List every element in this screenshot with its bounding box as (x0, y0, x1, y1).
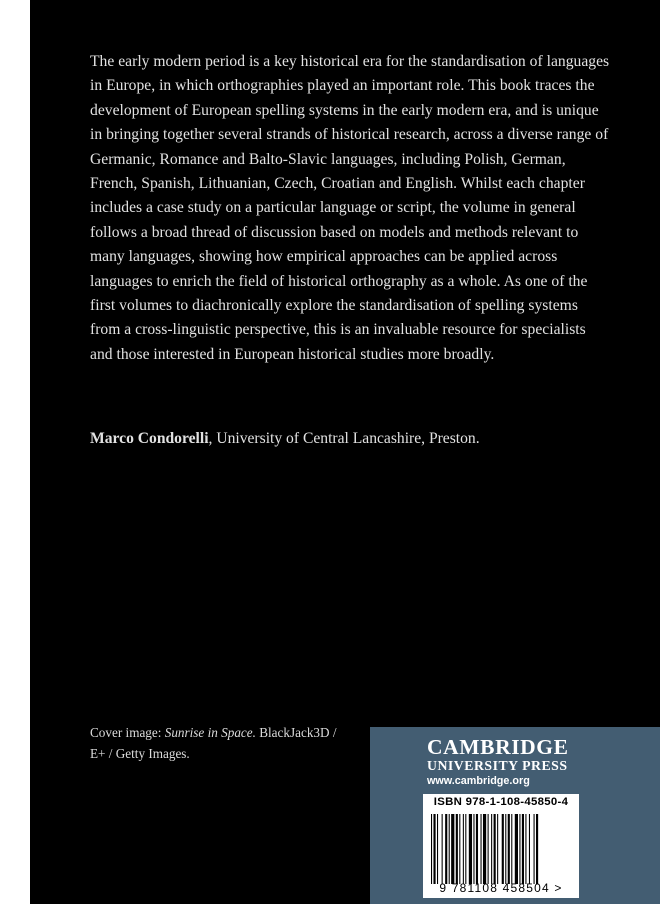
editor-affiliation: , University of Central Lancashire, Preston. (208, 430, 480, 447)
publisher-url: www.cambridge.org (427, 775, 530, 787)
publisher-press: UNIVERSITY PRESS (427, 758, 568, 773)
isbn-barcode (423, 794, 579, 898)
back-cover (30, 0, 660, 904)
cover-image-credit (90, 722, 350, 764)
book-description: The early modern period is a key historical era for the standardisation of languages in Europe, in which orthographies played an important role. This book traces the development of European spelling systems in the early modern era, and is unique in bringing together several strands of historical research, across a diverse range of Germanic, Romance and Balto-Slavic languages, including Polish, German, French, Spanish, Lithuanian, Czech, Croatian and English. Whilst each chapter includes a case study on a particular language or script, the volume in general follows a broad thread of discussion based on models and methods relevant to many languages, showing how empirical approaches can be applied across languages to enrich the field of historical orthography as a whole. As one of the first volumes to diachronically explore the standardisation of spelling systems from a cross-linguistic perspective, this is an invaluable resource for specialists and those interested in European historical studies more broadly. (90, 53, 610, 363)
isbn-label: ISBN 978-1-108-45850-4 (433, 796, 569, 808)
publisher-panel (370, 727, 660, 904)
credit-title: Sunrise in Space. (164, 725, 256, 740)
credit-suffix: BlackJack3D / E+ / Getty Images. (90, 725, 337, 761)
editor-name: Marco Condorelli (90, 430, 209, 447)
barcode-icon (431, 814, 581, 884)
credit-prefix: Cover image: (90, 725, 165, 740)
editor-credit (90, 427, 610, 451)
barcode-digits: 9 781108 458504 > (439, 881, 563, 895)
publisher-name: CAMBRIDGE (427, 735, 569, 759)
